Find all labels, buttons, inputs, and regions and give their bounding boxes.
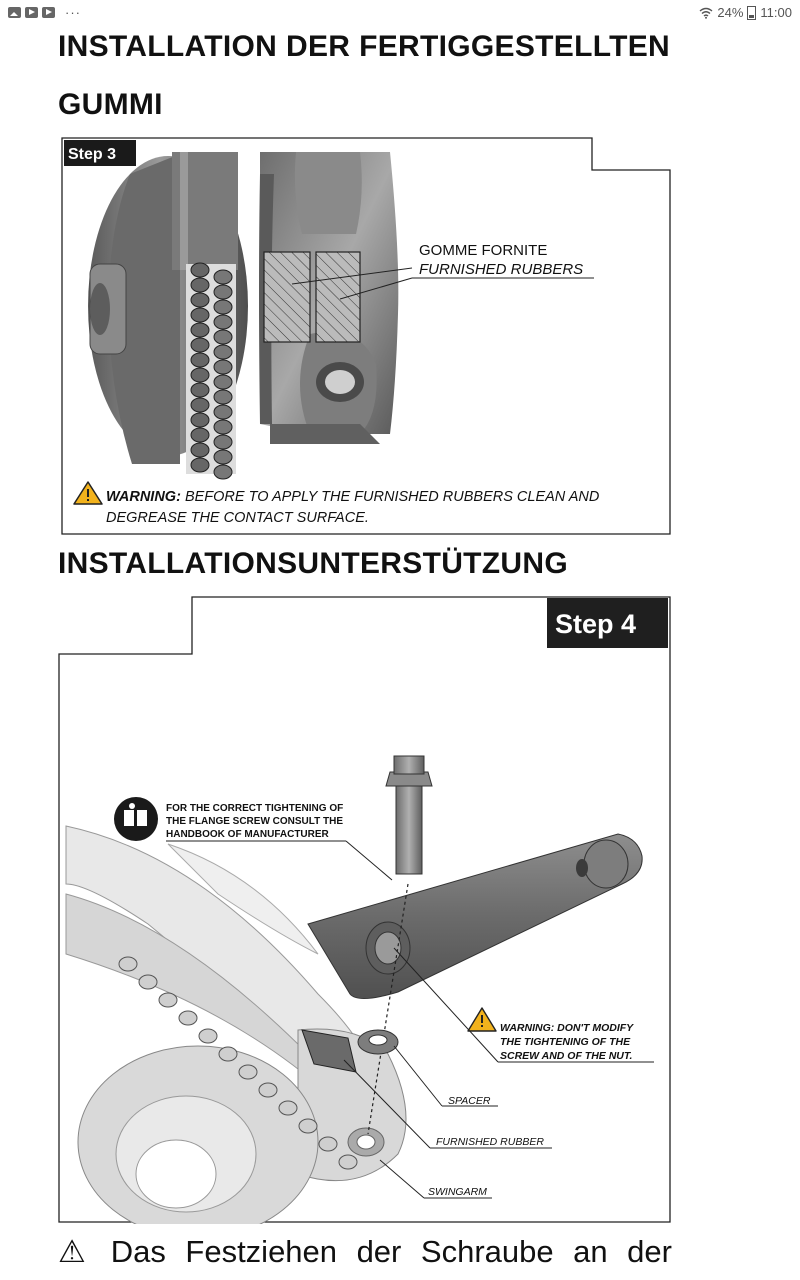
status-bar — [0, 0, 800, 26]
manual-note-text: FOR THE CORRECT TIGHTENING OF THE FLANGE SCREW CONSULT THE HANDBOOK OF MANUFACTURER — [166, 803, 344, 840]
gallery-icon — [8, 7, 21, 18]
chain-illustration — [186, 263, 236, 479]
battery-icon — [747, 6, 756, 20]
manual-book-icon — [114, 797, 158, 841]
wifi-icon — [699, 7, 713, 19]
clock: 11:00 — [760, 5, 792, 20]
warning-text-line2: DEGREASE THE CONTACT SURFACE. — [106, 510, 369, 526]
section-heading-2: INSTALLATIONSUNTERSTÜTZUNG — [58, 547, 568, 580]
step4-badge — [547, 598, 668, 648]
youtube-icon — [42, 7, 55, 18]
swingarm-label: SWINGARM — [428, 1186, 487, 1198]
instruction-text: Das Festziehen der Schraube an der — [110, 1234, 672, 1269]
step3-badge — [64, 140, 136, 166]
more-notifications: ··· — [65, 5, 81, 20]
svg-text:Step 4: Step 4 — [555, 609, 637, 639]
warning-text: WARNING: DON'T MODIFY THE TIGHTENING OF THE SCREW AND OF THE NUT. — [500, 1022, 633, 1062]
youtube-icon — [25, 7, 38, 18]
step4-installation-figure — [58, 594, 672, 1224]
instruction-paragraph — [58, 1234, 672, 1270]
warning-icon: ⚠ — [58, 1234, 97, 1269]
warning-text-line1: WARNING: BEFORE TO APPLY THE FURNISHED RUBBERS CLEAN AND — [106, 489, 600, 505]
rubbers-label-en: FURNISHED RUBBERS — [419, 261, 584, 278]
spacer-illustration — [358, 1030, 398, 1054]
svg-text:Step 3: Step 3 — [68, 146, 117, 163]
step3-installation-figure — [60, 134, 672, 538]
battery-percent: 24% — [717, 5, 744, 20]
spacer-label: SPACER — [448, 1095, 491, 1107]
section-heading-line1: INSTALLATION DER FERTIGGESTELLTEN — [58, 30, 670, 63]
section-heading-line2: GUMMI — [58, 88, 163, 121]
furnished-rubber-label: FURNISHED RUBBER — [436, 1136, 544, 1148]
rubbers-label-it: GOMME FORNITE — [419, 242, 548, 259]
